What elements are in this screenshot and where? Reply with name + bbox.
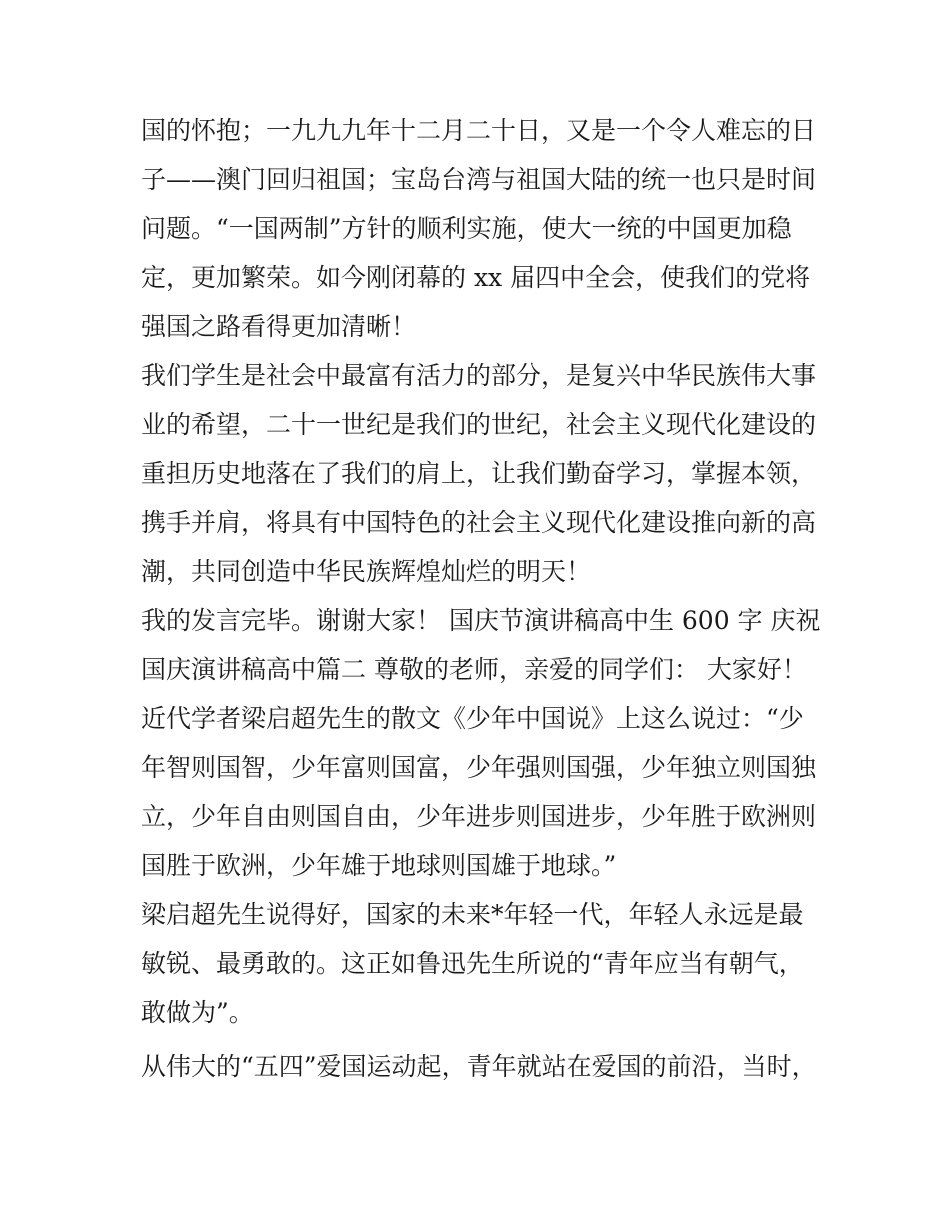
text-line: 梁启超先生说得好，国家的未来*年轻一代，年轻人永远是最 <box>141 900 804 929</box>
document-body <box>141 106 821 1091</box>
text-line: 子——澳门回归祖国；宝岛台湾与祖国大陆的统一也只是时间 <box>141 165 817 194</box>
text-line: 重担历史地落在了我们的肩上，让我们勤奋学习，掌握本领， <box>141 459 817 488</box>
text-line: 国庆演讲稿高中篇二 尊敬的老师，亲爱的同学们： 大家好！ <box>141 655 807 684</box>
text-line: 我们学生是社会中最富有活力的部分，是复兴中华民族伟大事 <box>141 361 817 390</box>
text-line: 年智则国智，少年富则国富，少年强则国强，少年独立则国独 <box>141 753 817 782</box>
text-line: 近代学者梁启超先生的散文《少年中国说》上这么说过：“少 <box>141 704 804 733</box>
text-line: 立，少年自由则国自由，少年进步则国进步，少年胜于欧洲则 <box>141 802 817 831</box>
text-line: 携手并肩，将具有中国特色的社会主义现代化建设推向新的高 <box>141 508 817 537</box>
text-line: 业的希望，二十一世纪是我们的世纪，社会主义现代化建设的 <box>141 410 817 439</box>
text-line: 敏锐、最勇敢的。这正如鲁迅先生所说的“青年应当有朝气， <box>141 949 804 978</box>
text-line: 强国之路看得更加清晰！ <box>141 312 417 341</box>
text-line: 从伟大的“五四”爱国运动起，青年就站在爱国的前沿，当时， <box>141 1052 817 1081</box>
text-line: 潮，共同创造中华民族辉煌灿烂的明天！ <box>141 557 592 586</box>
text-line: 我的发言完毕。谢谢大家！ 国庆节演讲稿高中生 600 字 庆祝 <box>141 606 821 635</box>
text-line: 敢做为”。 <box>141 998 254 1027</box>
text-line: 定，更加繁荣。如今刚闭幕的 xx 届四中全会，使我们的党将 <box>141 263 811 292</box>
text-line: 国的怀抱；一九九九年十二月二十日，又是一个令人难忘的日 <box>141 116 817 145</box>
text-line: 国胜于欧洲，少年雄于地球则国雄于地球。” <box>141 851 617 880</box>
text-line: 问题。“一国两制”方针的顺利实施，使大一统的中国更加稳 <box>141 214 792 243</box>
